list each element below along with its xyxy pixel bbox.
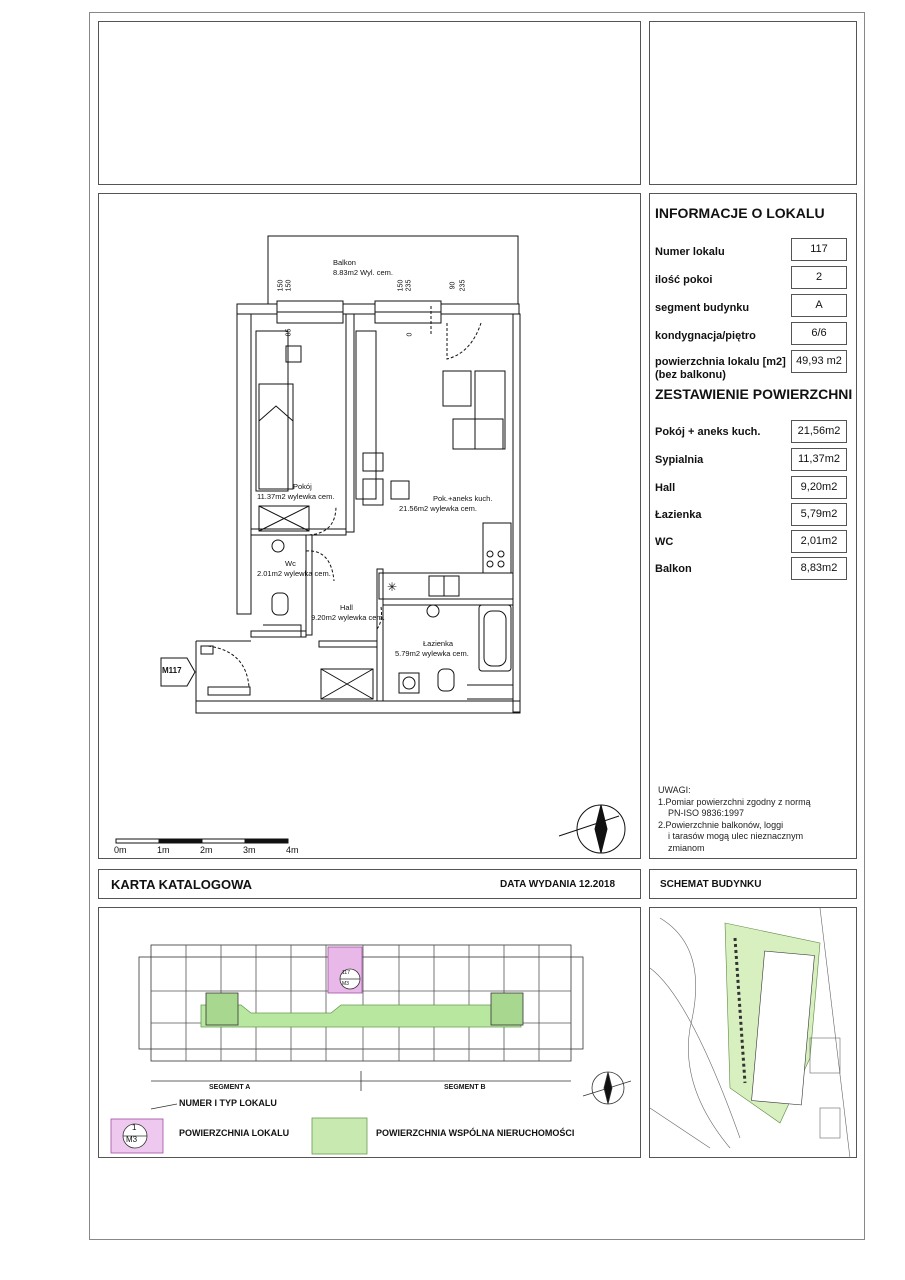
summary-value: 9,20m2 — [791, 476, 847, 499]
info-title: INFORMACJE O LOKALU — [655, 205, 825, 221]
site-map — [650, 908, 858, 1159]
summary-value: 5,79m2 — [791, 503, 847, 526]
summary-value: 11,37m2 — [791, 448, 847, 471]
room-label-wc: Wc 2.01m2 wylewka cem. — [257, 559, 331, 578]
notes: UWAGI: 1.Pomiar powierzchni zgodny z normą PN-ISO 9836:1997 2.Powierzchnie balkonów, loggi i tarasów mogą ulec nieznacznym zmianom — [658, 785, 811, 853]
scale-label: 4m — [286, 845, 299, 855]
balcony-outline — [268, 236, 518, 304]
dim-label: 235 — [459, 279, 467, 292]
segment-b-label: SEGMENT B — [444, 1084, 486, 1091]
info-value-unit-number: 117 — [791, 238, 847, 261]
legend-unit-area: POWIERZCHNIA LOKALU — [179, 1128, 290, 1138]
dim-label: 85 — [285, 328, 293, 337]
issue-date: DATA WYDANIA 12.2018 — [500, 879, 616, 890]
header-logo-area — [98, 21, 641, 185]
info-value-rooms: 2 — [791, 266, 847, 289]
info-label: kondygnacja/piętro — [655, 330, 756, 342]
scale-label: 3m — [243, 845, 256, 855]
info-label: ilość pokoi — [655, 274, 713, 286]
scale-label: 0m — [114, 845, 127, 855]
legend-common-area: POWIERZCHNIA WSPÓLNA NIERUCHOMOŚCI — [376, 1128, 575, 1138]
info-label: segment budynku — [655, 302, 750, 314]
scale-label: 2m — [200, 845, 213, 855]
card-title-bar — [98, 869, 641, 899]
unit-tag: M117 — [162, 666, 182, 675]
scheme-title-bar — [649, 869, 857, 899]
summary-value: 2,01m2 — [791, 530, 847, 553]
info-value-floor: 6/6 — [791, 322, 847, 345]
summary-label: Hall — [655, 482, 676, 494]
dim-label: 235 — [405, 279, 413, 292]
summary-label: Łazienka — [655, 509, 702, 521]
legend-symbol-bottom: M3 — [126, 1135, 138, 1144]
summary-label: WC — [655, 536, 674, 548]
legend-symbol-top: 1 — [132, 1123, 137, 1132]
room-label-kuchnia: Pok.+aneks kuch. 21.56m2 wylewka cem. — [399, 494, 493, 513]
dim-label: 150 — [285, 279, 293, 292]
wall-left — [237, 314, 251, 614]
summary-value: 8,83m2 — [791, 557, 847, 580]
info-label-area: powierzchnia lokalu [m2] (bez balkonu) — [655, 356, 786, 381]
key-plan-drawing — [99, 908, 642, 1159]
segment-a-label: SEGMENT A — [209, 1084, 251, 1091]
key-unit-tag: 117 — [342, 970, 350, 976]
info-panel — [649, 193, 857, 859]
summary-title: ZESTAWIENIE POWIERZCHNI — [655, 386, 853, 402]
dim-label: 0 — [406, 332, 414, 337]
room-label-pokoj: Pokój 11.37m2 wylewka cem. — [257, 482, 335, 501]
floor-plan-panel — [98, 193, 641, 859]
dim-label: 150 — [277, 279, 285, 292]
key-unit-mark: M3 — [342, 981, 349, 987]
room-label-balkon: Balkon 8.83m2 Wyl. cem. — [333, 258, 393, 277]
info-value-segment: A — [791, 294, 847, 317]
wall-bottom — [196, 701, 520, 713]
summary-label: Balkon — [655, 563, 692, 575]
room-label-lazienka: Łazienka 5.79m2 wylewka cem. — [395, 639, 469, 658]
info-label: Numer lokalu — [655, 246, 725, 258]
summary-label: Sypialnia — [655, 454, 704, 466]
legend-unit-number: NUMER I TYP LOKALU — [179, 1098, 277, 1108]
dim-label: 90 — [449, 281, 457, 290]
header-side-area — [649, 21, 857, 185]
wall-right — [513, 314, 520, 712]
summary-value: 21,56m2 — [791, 420, 847, 443]
site-scheme-panel — [649, 907, 857, 1158]
key-plan-panel — [98, 907, 641, 1158]
svg-text:✳: ✳ — [387, 580, 398, 594]
room-label-hall: Hall 9.20m2 wylewka cem. — [311, 603, 385, 622]
scheme-title: SCHEMAT BUDYNKU — [660, 879, 762, 890]
card-title: KARTA KATALOGOWA — [111, 877, 253, 892]
scale-label: 1m — [157, 845, 170, 855]
dim-label: 150 — [397, 279, 405, 292]
summary-label: Pokój + aneks kuch. — [655, 426, 761, 438]
floor-plan — [99, 194, 642, 860]
info-value-area: 49,93 m2 — [791, 350, 847, 373]
